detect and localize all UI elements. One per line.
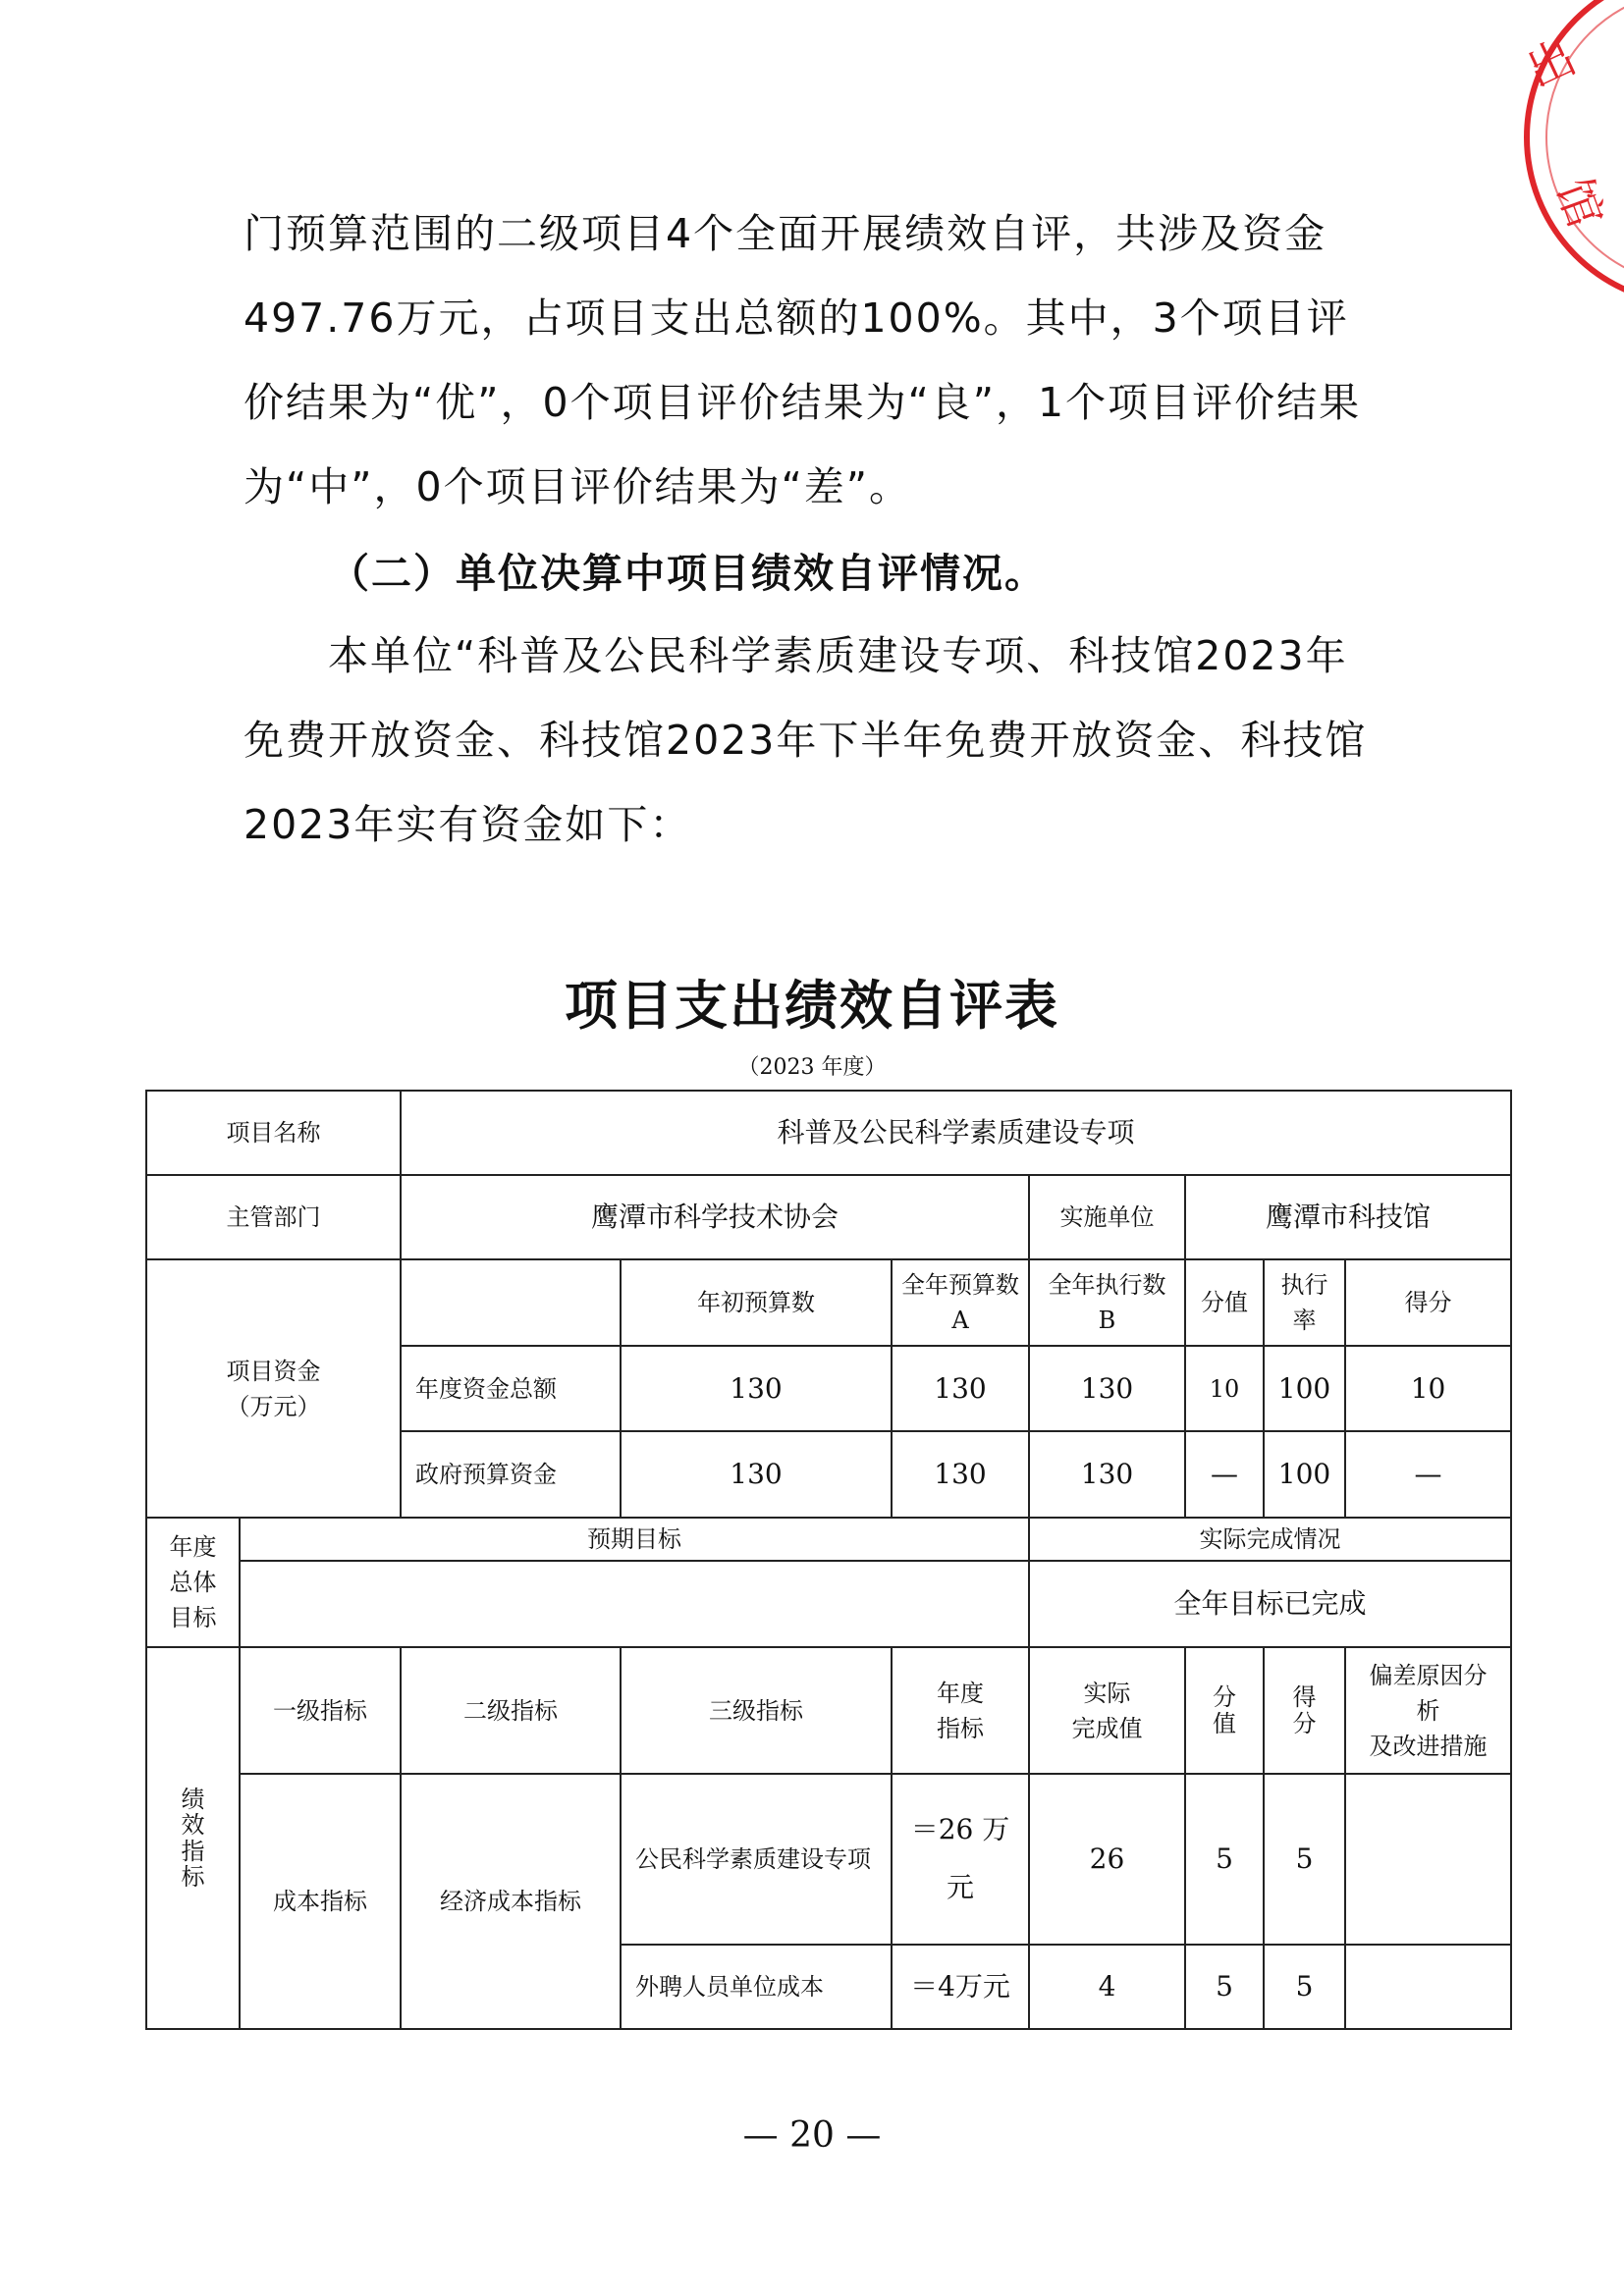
indicator-row1-score: 5 (1264, 1774, 1345, 1945)
header-level3: 三级指标 (621, 1647, 892, 1774)
row-gov-annual: 130 (892, 1431, 1029, 1518)
table-subtitle: （2023 年度） (737, 1055, 887, 1080)
annual-goal-label-line1: 年度 (169, 1533, 217, 1561)
indicator-row1-target-line1: ＝26 万 (910, 1813, 1010, 1846)
annual-goal-label (146, 1518, 240, 1647)
row-total-score-value: 10 (1185, 1346, 1264, 1431)
col-exec-rate-line1: 执行 (1280, 1271, 1328, 1299)
header-deviation (1345, 1647, 1511, 1774)
indicator-row1-deviation (1345, 1774, 1511, 1945)
header-score-value (1185, 1647, 1264, 1774)
col-exec-rate (1264, 1259, 1345, 1346)
row-gov-exec: 130 (1029, 1431, 1185, 1518)
perf-label-char-2: 效 (181, 1811, 205, 1840)
row-total-score: 10 (1345, 1346, 1511, 1431)
page-number: — 20 — (742, 2115, 882, 2156)
header-score-line1: 得 (1292, 1683, 1317, 1712)
actual-completion-label: 实际完成情况 (1029, 1518, 1511, 1561)
header-actual-value-line1: 实际 (1083, 1679, 1131, 1707)
col-score: 得分 (1345, 1259, 1511, 1346)
row-gov-rate: 100 (1264, 1431, 1345, 1518)
svg-text:馆: 馆 (1544, 171, 1613, 236)
header-score-value-line1: 分 (1213, 1683, 1236, 1712)
header-deviation-line2: 析 (1416, 1696, 1440, 1725)
impl-unit-label: 实施单位 (1029, 1175, 1185, 1259)
header-score-line2: 分 (1292, 1709, 1317, 1737)
dept-label: 主管部门 (146, 1175, 401, 1259)
funds-label-line2: （万元） (226, 1392, 321, 1420)
row-total-initial: 130 (621, 1346, 892, 1431)
row-gov-initial: 130 (621, 1431, 892, 1518)
col-annual-budget: 全年预算数 A (892, 1259, 1029, 1346)
header-actual-value (1029, 1647, 1185, 1774)
header-annual-target-line1: 年度 (937, 1679, 984, 1707)
col-annual-exec: 全年执行数 B (1029, 1259, 1185, 1346)
indicator-row2-target: ＝4万元 (892, 1945, 1029, 2029)
perf-label-char-3: 指 (181, 1837, 205, 1865)
header-deviation-line1: 偏差原因分 (1369, 1661, 1488, 1689)
row-gov-label: 政府预算资金 (401, 1431, 621, 1518)
paragraph-project-list (244, 614, 1373, 867)
expected-goal-value (240, 1561, 1029, 1647)
dept-value: 鹰潭市科学技术协会 (401, 1175, 1029, 1259)
performance-evaluation-table (145, 1090, 1512, 2030)
col-exec-rate-line2: 率 (1292, 1307, 1317, 1334)
indicator-row1-actual: 26 (1029, 1774, 1185, 1945)
paragraph-project-list-text: 本单位“科普及公民科学素质建设专项、科技馆2023年免费开放资金、科技馆2023年下半年免费开放资金、科技馆2023年实有资金如下： (244, 632, 1368, 848)
impl-unit-value: 鹰潭市科技馆 (1185, 1175, 1511, 1259)
col-score-value: 分值 (1185, 1259, 1264, 1346)
header-annual-target-line2: 指标 (937, 1714, 984, 1742)
indicator-row2-name: 外聘人员单位成本 (621, 1945, 892, 2029)
official-seal-stamp (1488, 0, 1624, 294)
indicator-row2-actual: 4 (1029, 1945, 1185, 2029)
funds-label-line1: 项目资金 (226, 1357, 321, 1385)
expected-goal-label: 预期目标 (240, 1518, 1029, 1561)
indicator-row1-target-line2: 元 (946, 1871, 974, 1903)
cost-level1: 成本指标 (240, 1774, 401, 2029)
row-gov-score: — (1345, 1431, 1511, 1518)
indicator-row1-name: 公民科学素质建设专项 (621, 1774, 892, 1945)
indicator-row2-deviation (1345, 1945, 1511, 2029)
funds-label (146, 1259, 401, 1518)
header-actual-value-line2: 完成值 (1071, 1714, 1143, 1742)
row-total-annual: 130 (892, 1346, 1029, 1431)
indicator-row2-score-value: 5 (1185, 1945, 1264, 2029)
header-score-value-line2: 值 (1213, 1709, 1236, 1737)
row-total-exec: 130 (1029, 1346, 1185, 1431)
actual-completion-value: 全年目标已完成 (1029, 1561, 1511, 1647)
header-deviation-line3: 及改进措施 (1369, 1732, 1488, 1760)
annual-goal-label-line2: 总体 (169, 1569, 217, 1596)
header-score (1264, 1647, 1345, 1774)
indicator-row2-score: 5 (1264, 1945, 1345, 2029)
section-heading-unit-project-evaluation: （二）单位决算中项目绩效自评情况。 (329, 550, 1047, 597)
table-title: 项目支出绩效自评表 (565, 975, 1059, 1037)
project-name-value: 科普及公民科学素质建设专项 (401, 1091, 1511, 1175)
funds-header-blank (401, 1259, 621, 1346)
row-gov-score-value: — (1185, 1431, 1264, 1518)
svg-text:出: 出 (1518, 28, 1585, 99)
project-name-label: 项目名称 (146, 1091, 401, 1175)
perf-label-char-1: 绩 (181, 1785, 205, 1813)
perf-label-char-4: 标 (181, 1862, 205, 1891)
row-total-rate: 100 (1264, 1346, 1345, 1431)
row-total-label: 年度资金总额 (401, 1346, 621, 1431)
paragraph-project-evaluation-summary: 门预算范围的二级项目4个全面开展绩效自评，共涉及资金497.76万元，占项目支出总额的100%。其中，3个项目评价结果为“优”，0个项目评价结果为“良”，1个项目评价结果为“中”，0个项目评价结果为“差”。 (244, 210, 1362, 510)
indicator-row1-score-value: 5 (1185, 1774, 1264, 1945)
col-initial-budget: 年初预算数 (621, 1259, 892, 1346)
perf-indicator-label (146, 1647, 240, 2029)
header-annual-target (892, 1647, 1029, 1774)
indicator-row1-target (892, 1774, 1029, 1945)
cost-level2: 经济成本指标 (401, 1774, 621, 2029)
header-level1: 一级指标 (240, 1647, 401, 1774)
annual-goal-label-line3: 目标 (169, 1604, 217, 1631)
header-level2: 二级指标 (401, 1647, 621, 1774)
